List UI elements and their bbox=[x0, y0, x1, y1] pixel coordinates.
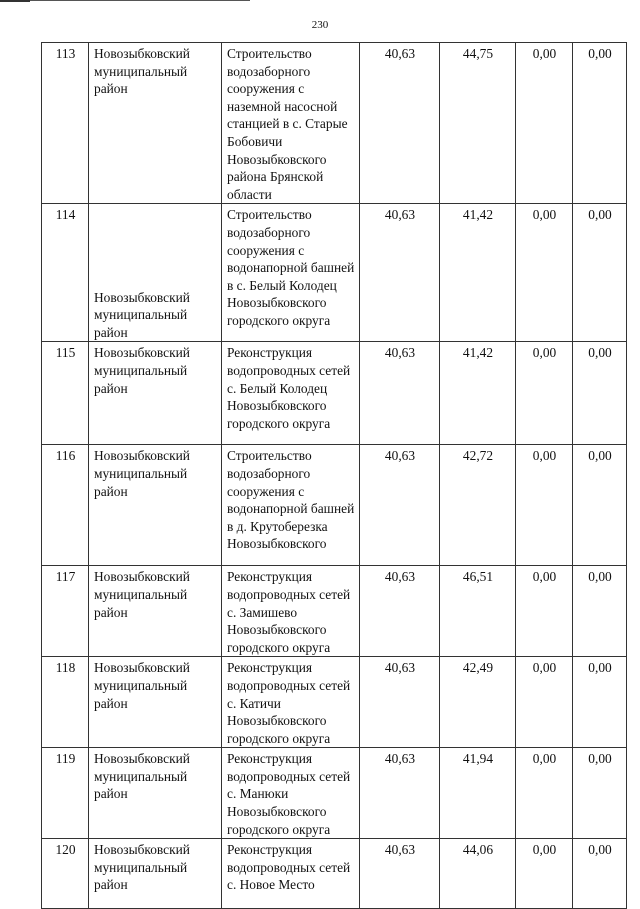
scan-edge-mark bbox=[0, 0, 250, 5]
value-cell-4: 0,00 bbox=[573, 43, 627, 204]
value-cell-1: 40,63 bbox=[360, 445, 440, 566]
object-cell: Реконструкция водопроводных сетей с. Замишево Новозыбковского городского округа bbox=[222, 566, 360, 657]
row-number: 118 bbox=[42, 657, 89, 748]
value-cell-1: 40,63 bbox=[360, 839, 440, 909]
table-row bbox=[42, 748, 627, 839]
value-cell-1: 40,63 bbox=[360, 748, 440, 839]
value-cell-4: 0,00 bbox=[573, 748, 627, 839]
data-table bbox=[41, 42, 627, 909]
value-cell-1: 40,63 bbox=[360, 566, 440, 657]
value-cell-4: 0,00 bbox=[573, 445, 627, 566]
object-cell: Строительство водозаборного сооружения с водонапорной башней в д. Крутоберезка Новозыбковского bbox=[222, 445, 360, 566]
value-cell-2: 42,72 bbox=[440, 445, 516, 566]
value-cell-1: 40,63 bbox=[360, 657, 440, 748]
value-cell-3: 0,00 bbox=[516, 748, 573, 839]
value-cell-3: 0,00 bbox=[516, 204, 573, 342]
object-cell: Реконструкция водопроводных сетей с. Новое Место bbox=[222, 839, 360, 909]
table-row bbox=[42, 204, 627, 342]
value-cell-2: 42,49 bbox=[440, 657, 516, 748]
object-cell: Реконструкция водопроводных сетей с. Манюки Новозыбковского городского округа bbox=[222, 748, 360, 839]
value-cell-4: 0,00 bbox=[573, 839, 627, 909]
table-row bbox=[42, 657, 627, 748]
value-cell-4: 0,00 bbox=[573, 342, 627, 445]
district-cell: Новозыбковский муниципальный район bbox=[89, 445, 222, 566]
district-cell: Новозыбковский муниципальный район bbox=[89, 204, 222, 342]
object-cell: Реконструкция водопроводных сетей с. Катичи Новозыбковского городского округа bbox=[222, 657, 360, 748]
page-number: 230 bbox=[311, 19, 329, 31]
district-cell: Новозыбковский муниципальный район bbox=[89, 43, 222, 204]
row-number: 114 bbox=[42, 204, 89, 342]
row-number: 115 bbox=[42, 342, 89, 445]
object-cell: Строительство водозаборного сооружения с наземной насосной станцией в с. Старые Бобовичи Новозыбковского района Брянской области bbox=[222, 43, 360, 204]
object-cell: Реконструкция водопроводных сетей с. Белый Колодец Новозыбковского городского округа bbox=[222, 342, 360, 445]
value-cell-3: 0,00 bbox=[516, 566, 573, 657]
district-cell: Новозыбковский муниципальный район bbox=[89, 342, 222, 445]
value-cell-3: 0,00 bbox=[516, 657, 573, 748]
value-cell-3: 0,00 bbox=[516, 839, 573, 909]
value-cell-1: 40,63 bbox=[360, 342, 440, 445]
value-cell-3: 0,00 bbox=[516, 43, 573, 204]
value-cell-2: 44,06 bbox=[440, 839, 516, 909]
value-cell-2: 41,94 bbox=[440, 748, 516, 839]
row-number: 119 bbox=[42, 748, 89, 839]
row-number: 120 bbox=[42, 839, 89, 909]
value-cell-3: 0,00 bbox=[516, 342, 573, 445]
value-cell-4: 0,00 bbox=[573, 657, 627, 748]
value-cell-2: 46,51 bbox=[440, 566, 516, 657]
value-cell-2: 44,75 bbox=[440, 43, 516, 204]
value-cell-4: 0,00 bbox=[573, 566, 627, 657]
district-cell: Новозыбковский муниципальный район bbox=[89, 748, 222, 839]
object-cell: Строительство водозаборного сооружения с водонапорной башней в с. Белый Колодец Новозыбковского городского округа bbox=[222, 204, 360, 342]
district-cell: Новозыбковский муниципальный район bbox=[89, 657, 222, 748]
table-row bbox=[42, 342, 627, 445]
value-cell-1: 40,63 bbox=[360, 43, 440, 204]
value-cell-2: 41,42 bbox=[440, 342, 516, 445]
district-cell: Новозыбковский муниципальный район bbox=[89, 566, 222, 657]
table-row bbox=[42, 566, 627, 657]
table-row bbox=[42, 43, 627, 204]
value-cell-4: 0,00 bbox=[573, 204, 627, 342]
row-number: 113 bbox=[42, 43, 89, 204]
value-cell-1: 40,63 bbox=[360, 204, 440, 342]
row-number: 116 bbox=[42, 445, 89, 566]
table-row bbox=[42, 839, 627, 909]
table-row bbox=[42, 445, 627, 566]
value-cell-2: 41,42 bbox=[440, 204, 516, 342]
value-cell-3: 0,00 bbox=[516, 445, 573, 566]
row-number: 117 bbox=[42, 566, 89, 657]
district-cell: Новозыбковский муниципальный район bbox=[89, 839, 222, 909]
